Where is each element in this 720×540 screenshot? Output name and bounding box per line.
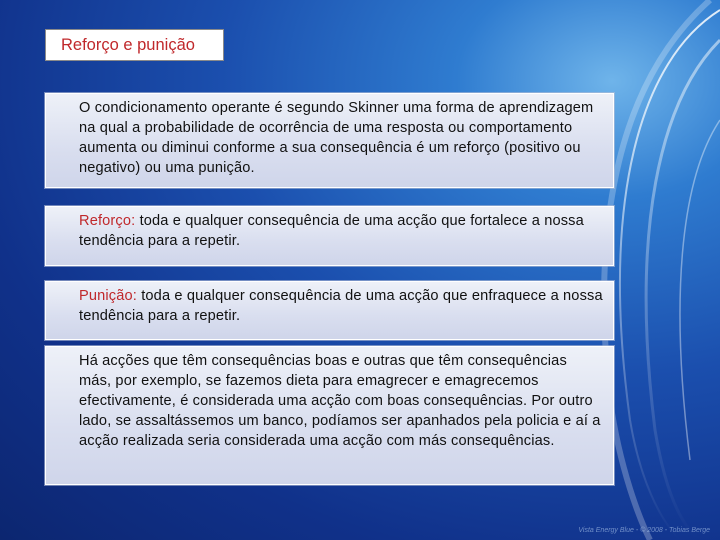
theme-credit: Vista Energy Blue - © 2008 - Tobias Berge: [578, 527, 710, 534]
slide-title: [45, 29, 224, 61]
punicao-term: Punição:: [79, 288, 137, 304]
punicao-box: [45, 281, 614, 340]
slide-title-text: Reforço e punição: [61, 35, 195, 54]
example-text: Há acções que têm consequências boas e outras que têm consequências más, por exemplo, se fazemos dieta para emagrecer e emagrecemos efectivamente, é considerada uma acção com boas consequências. Por outro lado, se assaltássemos um banco, podíamos ser apanhados pela policia e aí a acção realizada seria considerada uma acção com más consequências.: [79, 353, 601, 449]
punicao-definition: toda e qualquer consequência de uma acção que enfraquece a nossa tendência para a repetir.: [79, 288, 603, 324]
reforco-box: [45, 206, 614, 266]
reforco-definition: toda e qualquer consequência de uma acção que fortalece a nossa tendência para a repetir.: [79, 213, 584, 249]
intro-text: O condicionamento operante é segundo Skinner uma forma de aprendizagem na qual a probabilidade de ocorrência de uma resposta ou comportamento aumenta ou diminui conforme a sua consequência é um reforço (positivo ou negativo) ou uma punição.: [79, 100, 594, 176]
reforco-term: Reforço:: [79, 213, 136, 229]
intro-box: [45, 93, 614, 188]
example-box: [45, 346, 614, 485]
